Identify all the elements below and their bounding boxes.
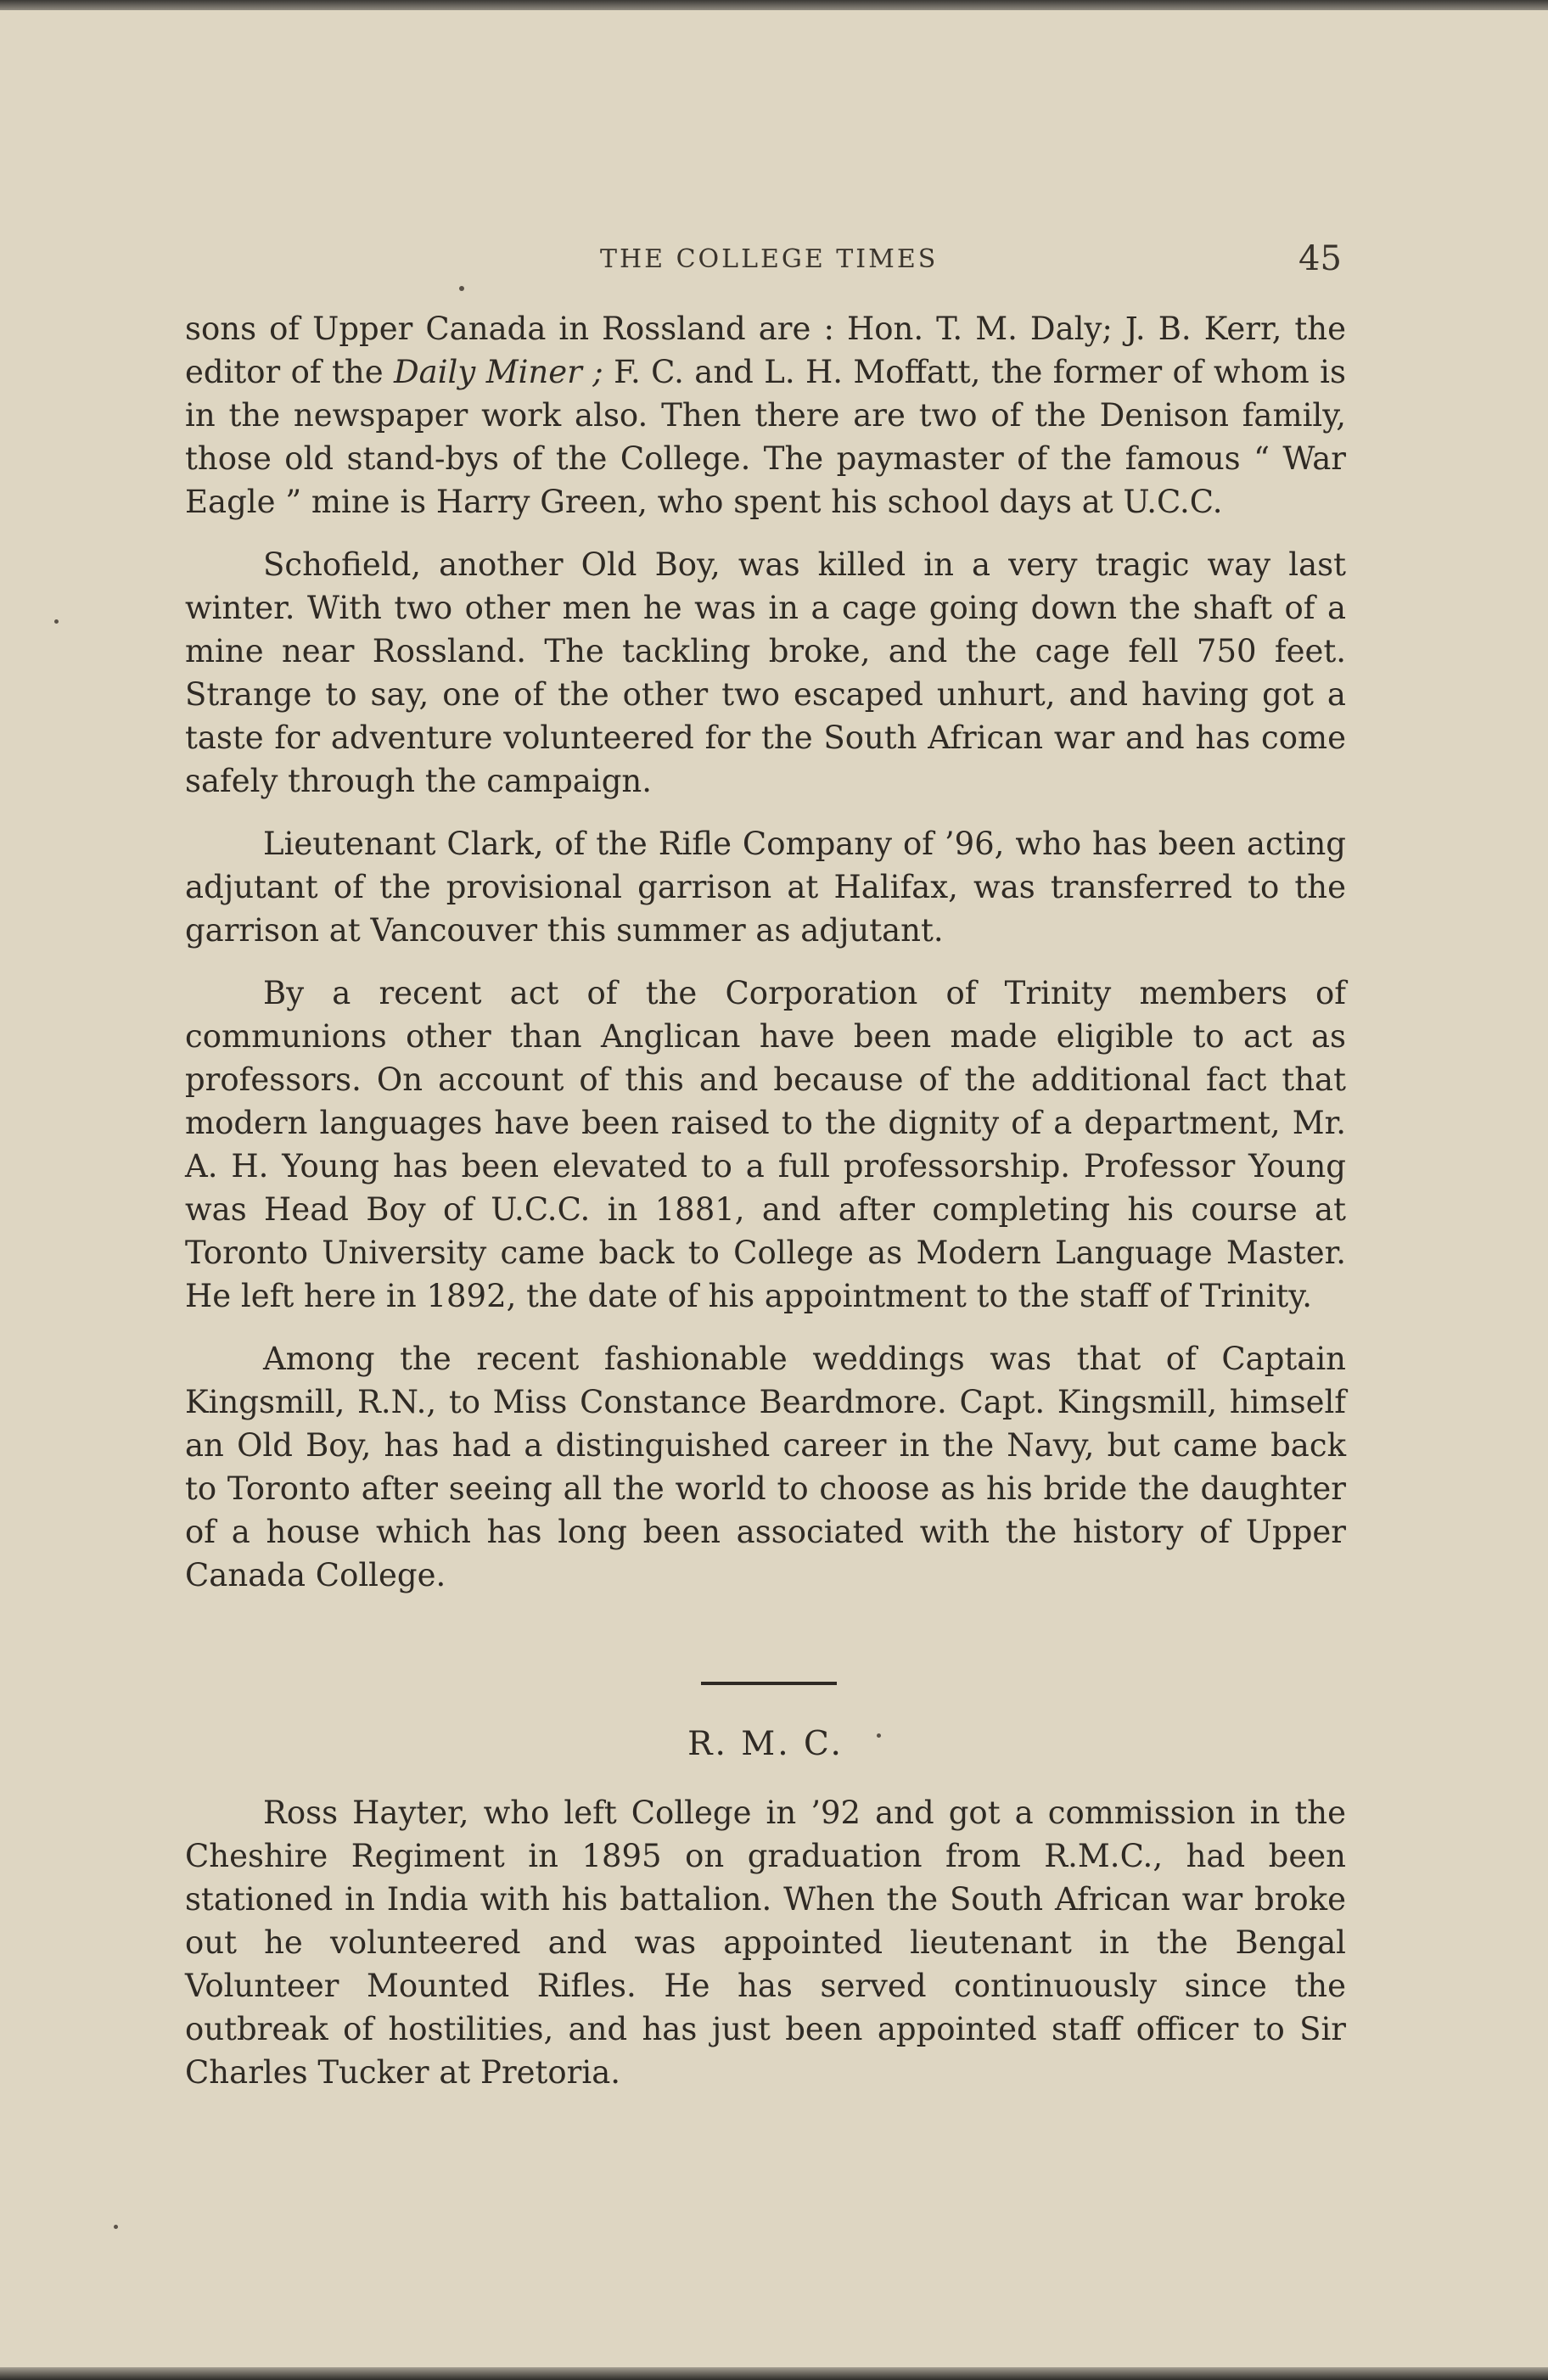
print-speck [114, 2225, 118, 2229]
bottom-edge-shadow [0, 2367, 1548, 2380]
paragraph-lieutenant-clark: Lieutenant Clark, of the Rifle Company of ’96, who has been acting adjutant of the provisional garrison at Halifax, was transferred to the garrison at Vancouver this summer as adjutant. [185, 826, 1346, 949]
page-number: 45 [1298, 239, 1342, 278]
section-divider [185, 1653, 1346, 1656]
running-title: THE COLLEGE TIMES [600, 244, 939, 274]
paragraph-text: sons of Upper Canada in Rossland are : Hon. T. M. Daly; J. B. Kerr, the editor of the [185, 311, 1346, 390]
article-text [185, 307, 1346, 2094]
paragraph-text: F. C. and L. H. Moffatt, the former of whom is in the newspaper work also. Then there are two of the Denison family, those old stand-bys of the College. The paymaster of the famous “ War Eagle ” mine is Harry Green, who spent his school days at U.C.C. [185, 354, 1346, 520]
print-speck [54, 619, 59, 624]
paragraph-rossland-sons [185, 307, 1346, 524]
newspaper-title: Daily Miner ; [394, 354, 603, 390]
print-speck [877, 1733, 881, 1738]
paragraph-kingsmill-wedding: Among the recent fashionable weddings was that of Captain Kingsmill, R.N., to Miss Constance Beardmore. Capt. Kingsmill, himself an Old Boy, has had a distinguished career in the Navy, but came back to Toronto after seeing all the world to choose as his bride the daughter of a house which has long been associated with the history of Upper Canada College. [185, 1341, 1346, 1593]
paragraph-schofield: Schofield, another Old Boy, was killed in a very tragic way last winter. With two other men he was in a cage going down the shaft of a mine near Rossland. The tackling broke, and the cage fell 750 feet. Strange to say, one of the other two escaped unhurt, and having got a taste for adventure volunteered for the South African war and has come safely through the campaign. [185, 546, 1346, 799]
divider-rule [701, 1682, 837, 1685]
print-speck [459, 286, 464, 291]
running-head [0, 239, 1548, 278]
paragraph-trinity-professorship: By a recent act of the Corporation of Trinity members of communions other than Anglican have been made eligible to act as professors. On account of this and because of the additional fact that modern languages have been raised to the dignity of a department, Mr. A. H. Young has been elevated to a full professorship. Professor Young was Head Boy of U.C.C. in 1881, and after completing his course at Toronto University came back to College as Modern Language Master. He left here in 1892, the date of his appointment to the staff of Trinity. [185, 975, 1346, 1314]
paragraph-ross-hayter: Ross Hayter, who left College in ’92 and got a commission in the Cheshire Regiment in 1895 on graduation from R.M.C., had been stationed in India with his battalion. When the South African war broke out he volunteered and was appointed lieutenant in the Bengal Volunteer Mounted Rifles. He has served continuously since the outbreak of hostilities, and has just been appointed staff officer to Sir Charles Tucker at Pretoria. [185, 1795, 1346, 2091]
section-heading-rmc: R. M. C. [687, 1725, 844, 1763]
